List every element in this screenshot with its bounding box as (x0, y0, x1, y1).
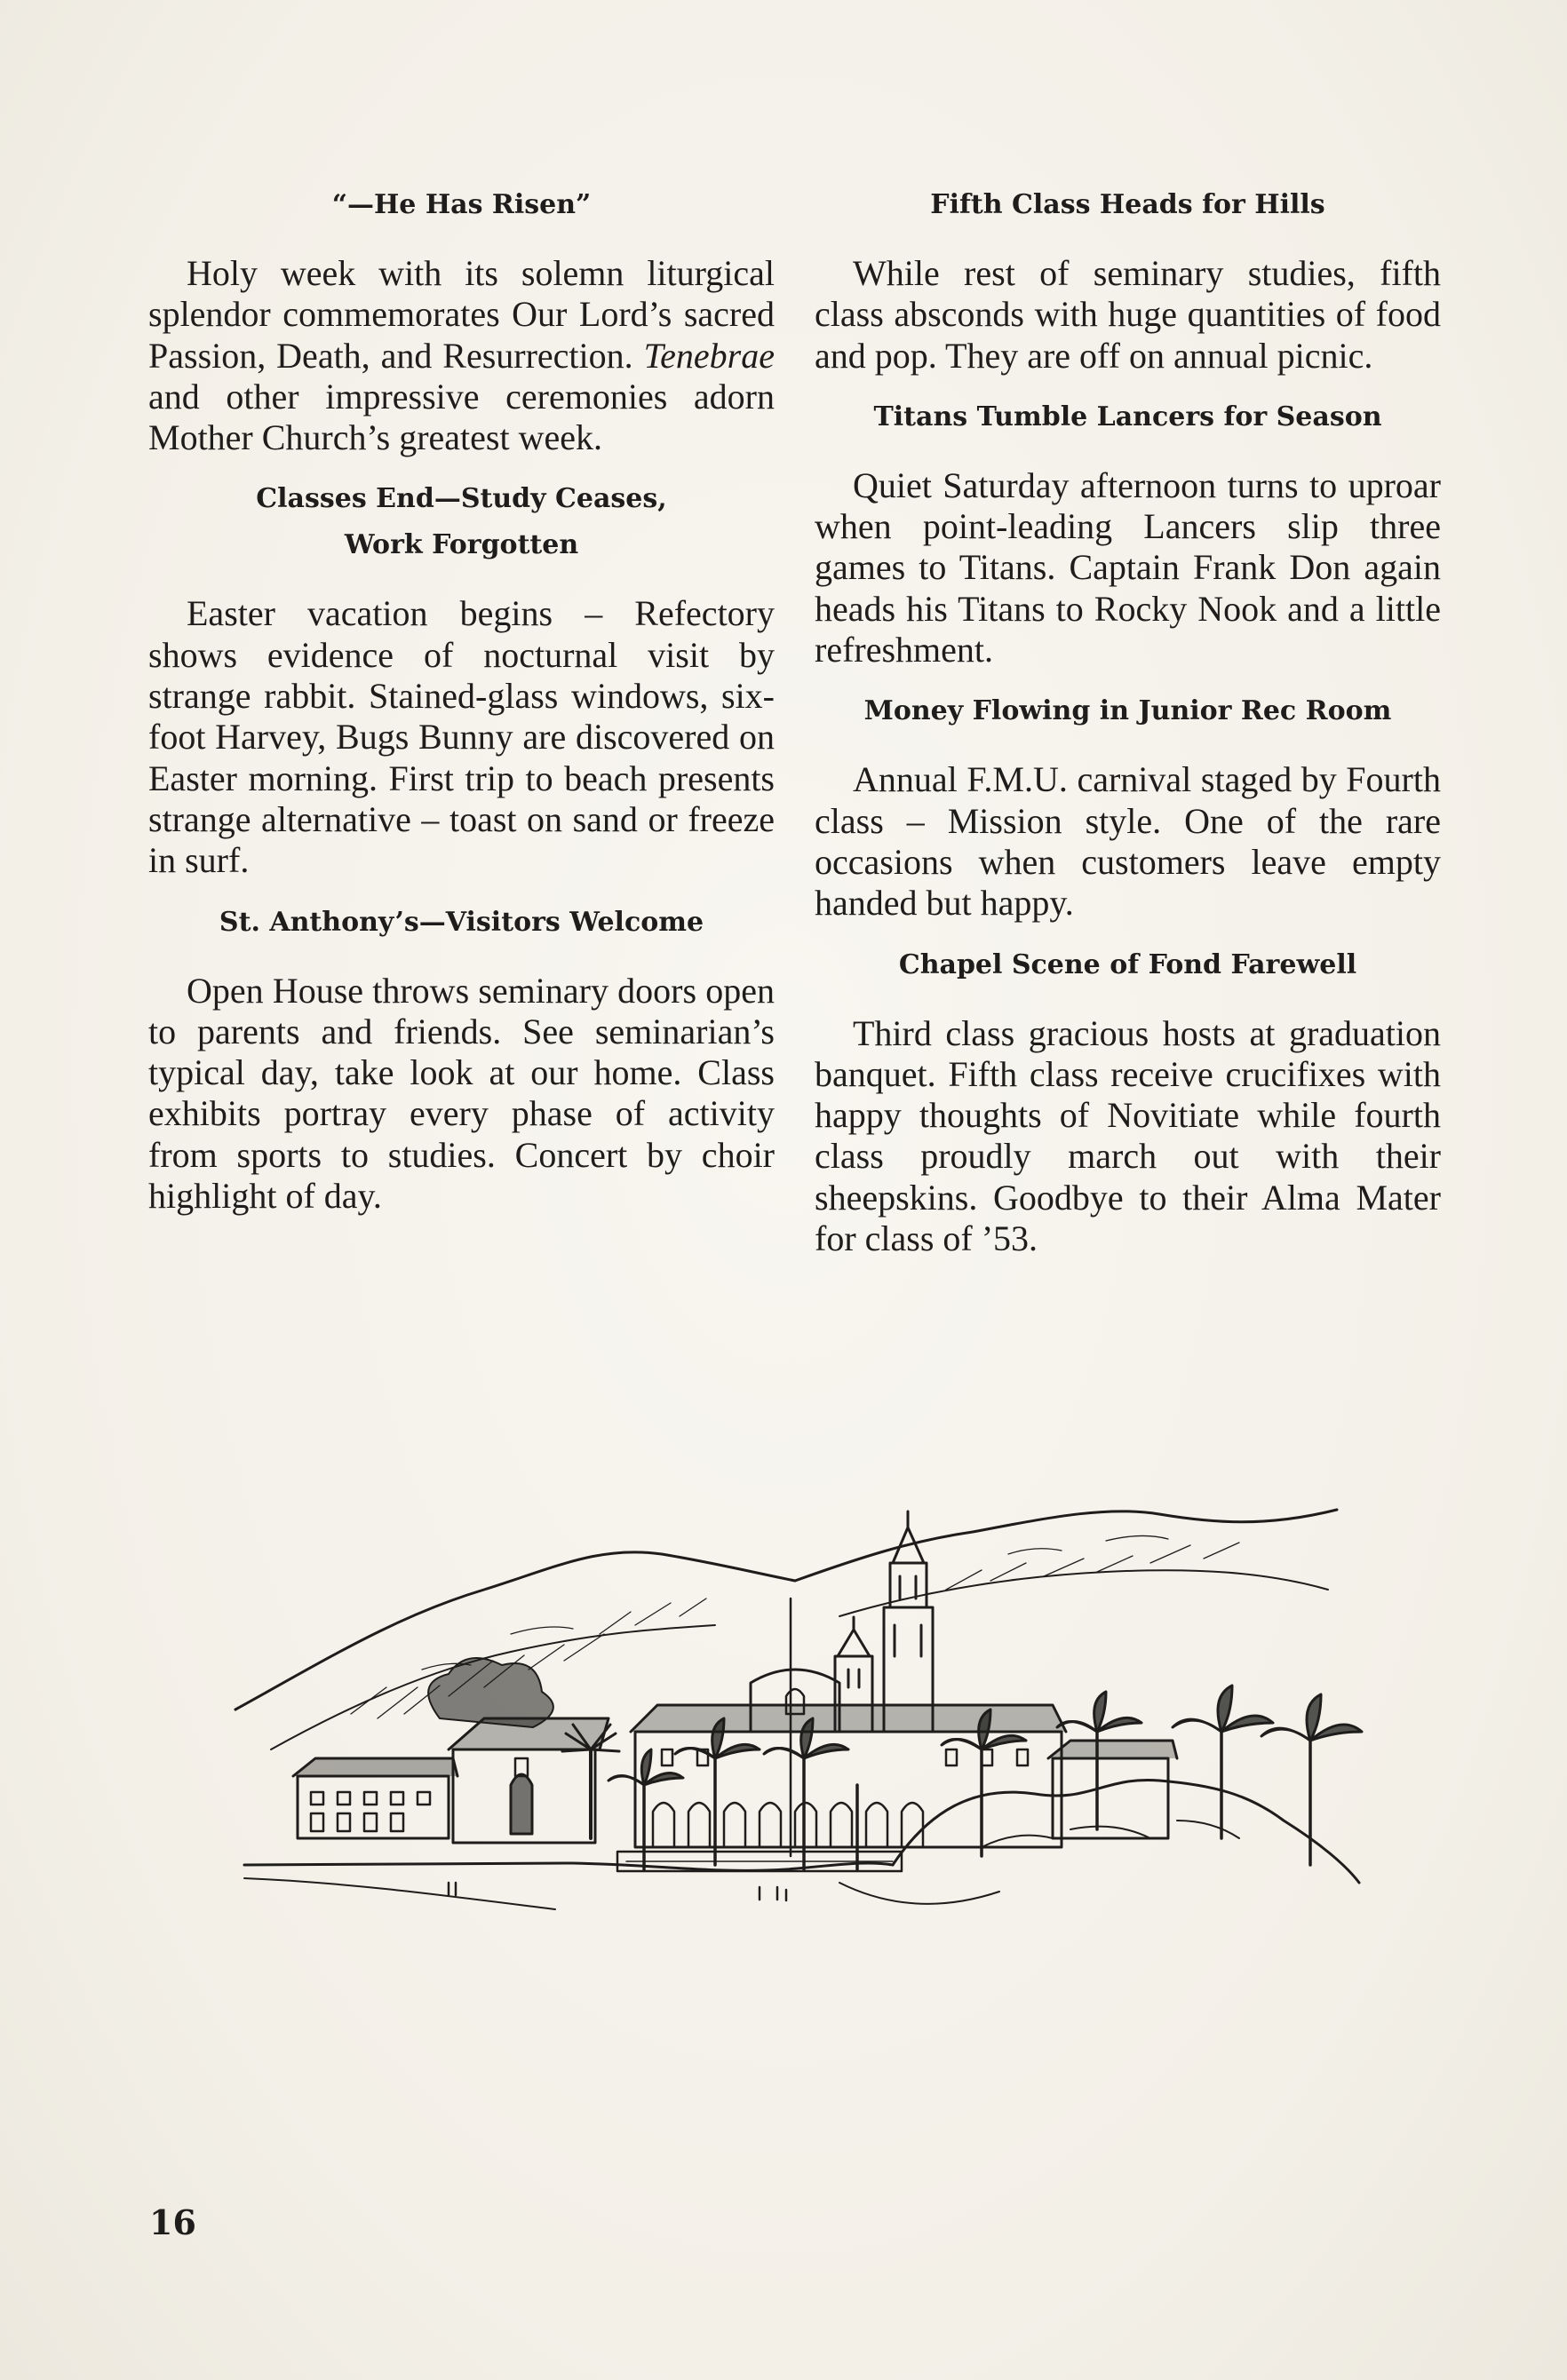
heading-line: Money Flowing in Junior Rec Room (863, 695, 1392, 727)
heading-line: Classes End—Study Ceases, (256, 483, 667, 515)
heading-line: St. Anthony’s—Visitors Welcome (219, 906, 704, 938)
article-body: While rest of seminary studies, fifth class absconds with huge quantities of food and pop. They are off on annual picnic. (815, 253, 1441, 376)
article-titans-tumble (815, 394, 1441, 670)
article-heading (815, 182, 1441, 228)
body-text: Holy week with its solemn liturgical splendor commemorates Our Lord’s sacred Passion, Death, and Resurrection. (148, 253, 775, 376)
article-heading (148, 182, 775, 228)
article-heading (148, 900, 775, 946)
article-heading (815, 942, 1441, 988)
article-body (148, 253, 775, 458)
article-heading (148, 476, 775, 568)
heading-line: Chapel Scene of Fond Farewell (898, 948, 1357, 980)
page-number: 16 (149, 2202, 196, 2242)
article-he-has-risen (148, 182, 775, 458)
article-chapel-scene (815, 942, 1441, 1260)
article-heading (815, 394, 1441, 440)
article-body: Easter vacation begins – Refectory shows evidence of nocturnal visit by strange rabbit. Stained-glass windows, six-foot Harvey, Bugs Bunny are discovered on Easter morning. First trip to beach presents strange alternative – toast on sand or freeze in surf. (148, 593, 775, 881)
article-body: Annual F.M.U. carnival staged by Fourth class – Mission style. One of the rare occasions when customers leave empty handed but happy. (815, 759, 1441, 924)
article-st-anthonys (148, 900, 775, 1218)
article-body: Open House throws seminary doors open to parents and friends. See seminarian’s typical day, take look at our home. Class exhibits portray every phase of activity from sports to studies. Concert by choir highlight of day. (148, 970, 775, 1217)
body-text: and other impressive ceremonies adorn Mother Church’s greatest week. (148, 376, 775, 458)
article-heading (815, 688, 1441, 734)
heading-line: Work Forgotten (344, 529, 579, 561)
mission-seminary-illustration (218, 1492, 1364, 1918)
body-italic-text: Tenebrae (643, 335, 775, 376)
article-body: Quiet Saturday afternoon turns to uproar when point-leading Lancers slip three games to Titans. Captain Frank Don again heads his Titans to Rocky Nook and a little refreshment. (815, 464, 1441, 670)
article-money-flowing (815, 688, 1441, 924)
left-column (148, 182, 775, 1234)
heading-line: Fifth Class Heads for Hills (930, 189, 1325, 220)
heading-line: “—He Has Risen” (331, 189, 592, 220)
heading-line: Titans Tumble Lancers for Season (873, 401, 1382, 432)
right-column (815, 182, 1441, 1277)
article-classes-end (148, 476, 775, 881)
article-fifth-class (815, 182, 1441, 377)
article-body: Third class gracious hosts at graduation banquet. Fifth class receive crucifixes with happy thoughts of Novitiate while fourth class proudly march out with their sheepskins. Goodbye to their Alma Mater for class of ’53. (815, 1012, 1441, 1259)
